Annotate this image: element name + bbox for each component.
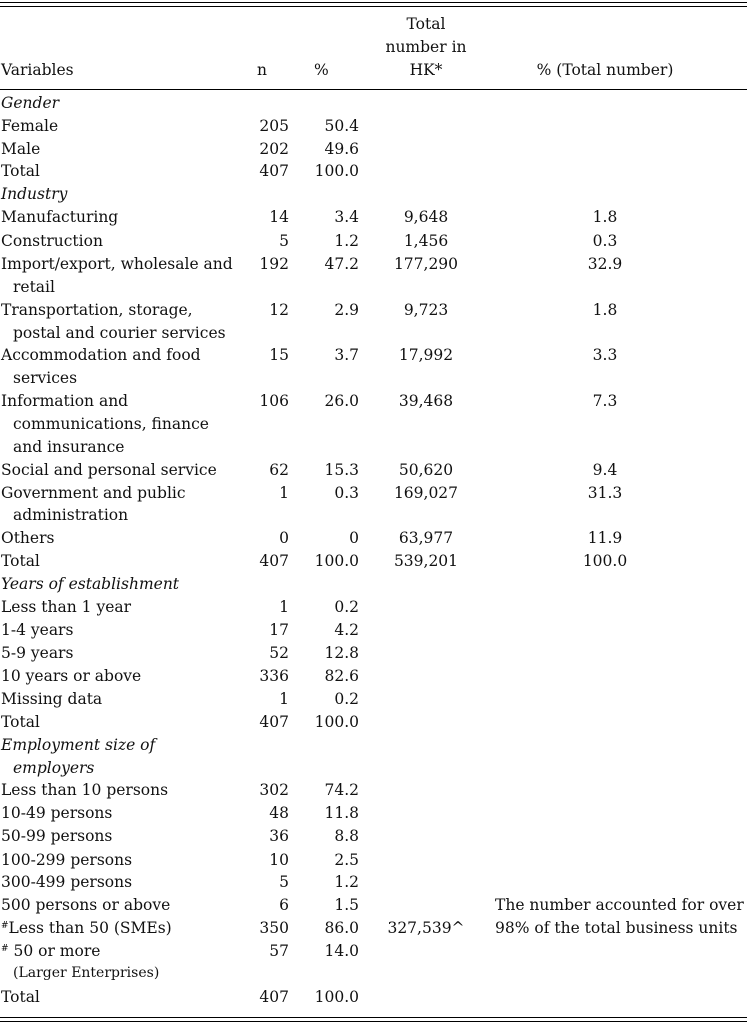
column-header-percent: %: [314, 61, 329, 79]
table-top-rule-outer: [0, 2, 747, 3]
section-title-years: Years of establishment: [1, 575, 180, 593]
header-rule: [0, 89, 747, 90]
table-top-rule-inner: [0, 6, 747, 7]
section-title-employment-cont: employers: [13, 759, 95, 777]
column-header-hk-line3: HK*: [409, 61, 443, 79]
footnote-mark: #: [1, 921, 9, 931]
table-bottom-rule-outer: [0, 1021, 747, 1022]
footnote-mark: #: [1, 944, 9, 954]
column-header-variables: Variables: [1, 61, 74, 79]
column-header-hk-line1: Total: [406, 15, 446, 33]
section-title-industry: Industry: [1, 185, 68, 203]
table-bottom-rule-inner: [0, 1017, 747, 1018]
column-header-hk-line2: number in: [385, 38, 467, 56]
section-title-gender: Gender: [1, 94, 60, 112]
column-header-n: n: [257, 61, 267, 79]
column-header-total-percent: % (Total number): [536, 61, 674, 79]
section-title-employment: Employment size of: [1, 736, 156, 754]
